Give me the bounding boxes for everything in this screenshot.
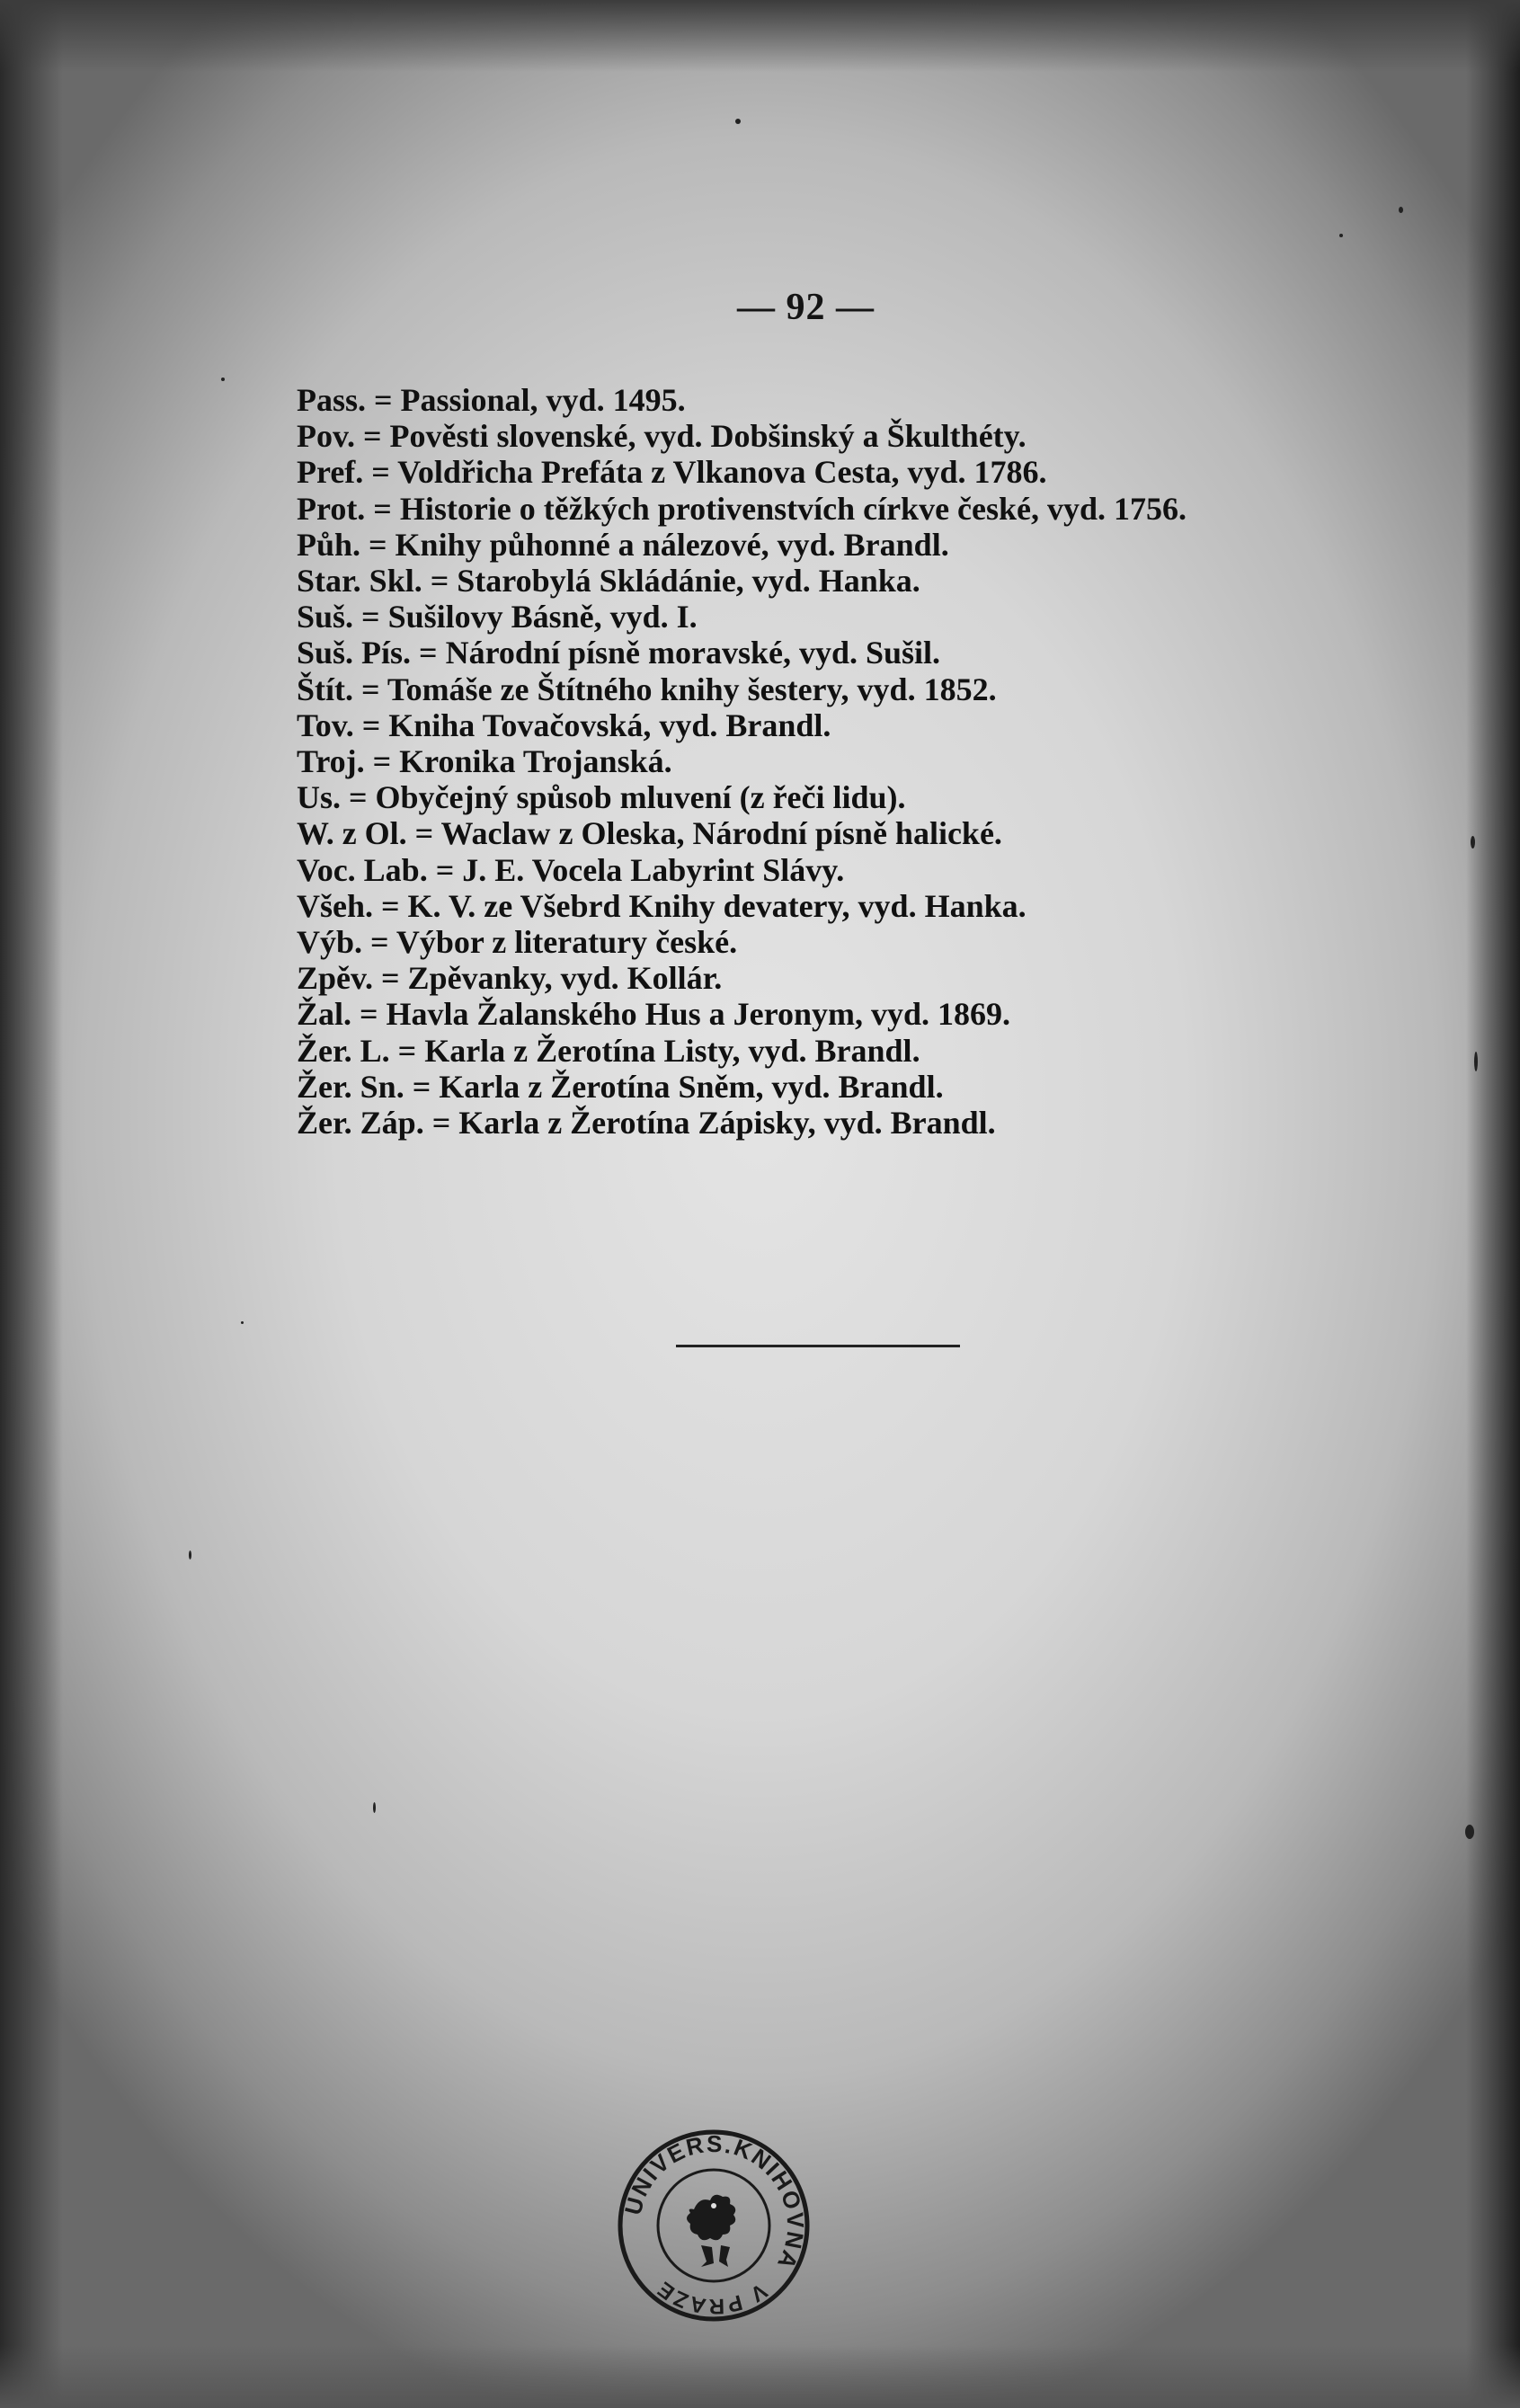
abbreviation-entry: W. z Ol. = Waclaw z Oleska, Národní písně halické. bbox=[297, 815, 1002, 852]
abbreviation-entry: Všeh. = K. V. ze Všebrd Knihy devatery, vyd. Hanka. bbox=[297, 887, 1027, 924]
page-shadow-bottom bbox=[0, 2345, 1520, 2408]
abbreviation-entry: Us. = Obyčejný spůsob mluvení (z řeči lidu). bbox=[297, 779, 906, 816]
dust-speck bbox=[189, 1551, 191, 1559]
dust-speck bbox=[735, 119, 741, 124]
page-shadow-right bbox=[1466, 0, 1520, 2408]
abbreviation-entry: Štít. = Tomáše ze Štítného knihy šestery, vyd. 1852. bbox=[297, 671, 997, 707]
abbreviation-entry: Žer. Záp. = Karla z Žerotína Zápisky, vyd. Brandl. bbox=[297, 1105, 996, 1142]
dust-speck bbox=[1474, 1052, 1478, 1071]
abbreviation-entry: Pov. = Pověsti slovenské, vyd. Dobšinský a Škulthéty. bbox=[297, 418, 1027, 455]
abbreviation-entry: Voc. Lab. = J. E. Vocela Labyrint Slávy. bbox=[297, 851, 845, 888]
dust-speck bbox=[1339, 234, 1343, 237]
page-shadow-top bbox=[0, 0, 1520, 72]
abbreviation-entry: Suš. = Sušilovy Básně, vyd. I. bbox=[297, 599, 698, 635]
end-rule bbox=[676, 1345, 960, 1347]
dust-speck bbox=[241, 1321, 244, 1324]
library-stamp bbox=[615, 2127, 813, 2324]
dust-speck bbox=[1471, 836, 1475, 849]
abbreviation-entry: Troj. = Kronika Trojanská. bbox=[297, 743, 672, 780]
abbreviation-entry: Půh. = Knihy půhonné a nálezové, vyd. Brandl. bbox=[297, 526, 949, 563]
page-shadow-left bbox=[0, 0, 63, 2408]
library-stamp-icon bbox=[615, 2127, 813, 2324]
abbreviation-entry: Výb. = Výbor z literatury české. bbox=[297, 924, 738, 961]
dust-speck bbox=[221, 378, 225, 381]
abbreviation-entry: Star. Skl. = Starobylá Skládánie, vyd. Hanka. bbox=[297, 563, 920, 600]
abbreviation-entry: Pass. = Passional, vyd. 1495. bbox=[297, 382, 686, 418]
abbreviation-entry: Tov. = Kniha Tovačovská, vyd. Brandl. bbox=[297, 706, 831, 743]
dust-speck bbox=[373, 1802, 376, 1813]
dust-speck bbox=[1465, 1825, 1474, 1839]
dust-speck bbox=[1399, 207, 1403, 213]
abbreviation-list bbox=[297, 382, 1420, 1141]
abbreviation-entry: Zpěv. = Zpěvanky, vyd. Kollár. bbox=[297, 960, 723, 997]
page-number: — 92 — bbox=[737, 287, 875, 328]
abbreviation-entry: Prot. = Historie o těžkých protivenstvích církve české, vyd. 1756. bbox=[297, 490, 1187, 527]
abbreviation-entry: Žer. L. = Karla z Žerotína Listy, vyd. Brandl. bbox=[297, 1032, 920, 1069]
svg-text:UNIVERS.KNIHOVNA: UNIVERS.KNIHOVNA bbox=[618, 2129, 810, 2275]
abbreviation-entry: Žer. Sn. = Karla z Žerotína Sněm, vyd. Brandl. bbox=[297, 1068, 944, 1105]
abbreviation-entry: Žal. = Havla Žalanského Hus a Jeronym, vyd. 1869. bbox=[297, 996, 1010, 1033]
abbreviation-entry: Suš. Pís. = Národní písně moravské, vyd. Sušil. bbox=[297, 635, 941, 671]
svg-text:V PRAZE: V PRAZE bbox=[652, 2275, 772, 2319]
abbreviation-entry: Pref. = Voldřicha Prefáta z Vlkanova Cesta, vyd. 1786. bbox=[297, 454, 1047, 491]
